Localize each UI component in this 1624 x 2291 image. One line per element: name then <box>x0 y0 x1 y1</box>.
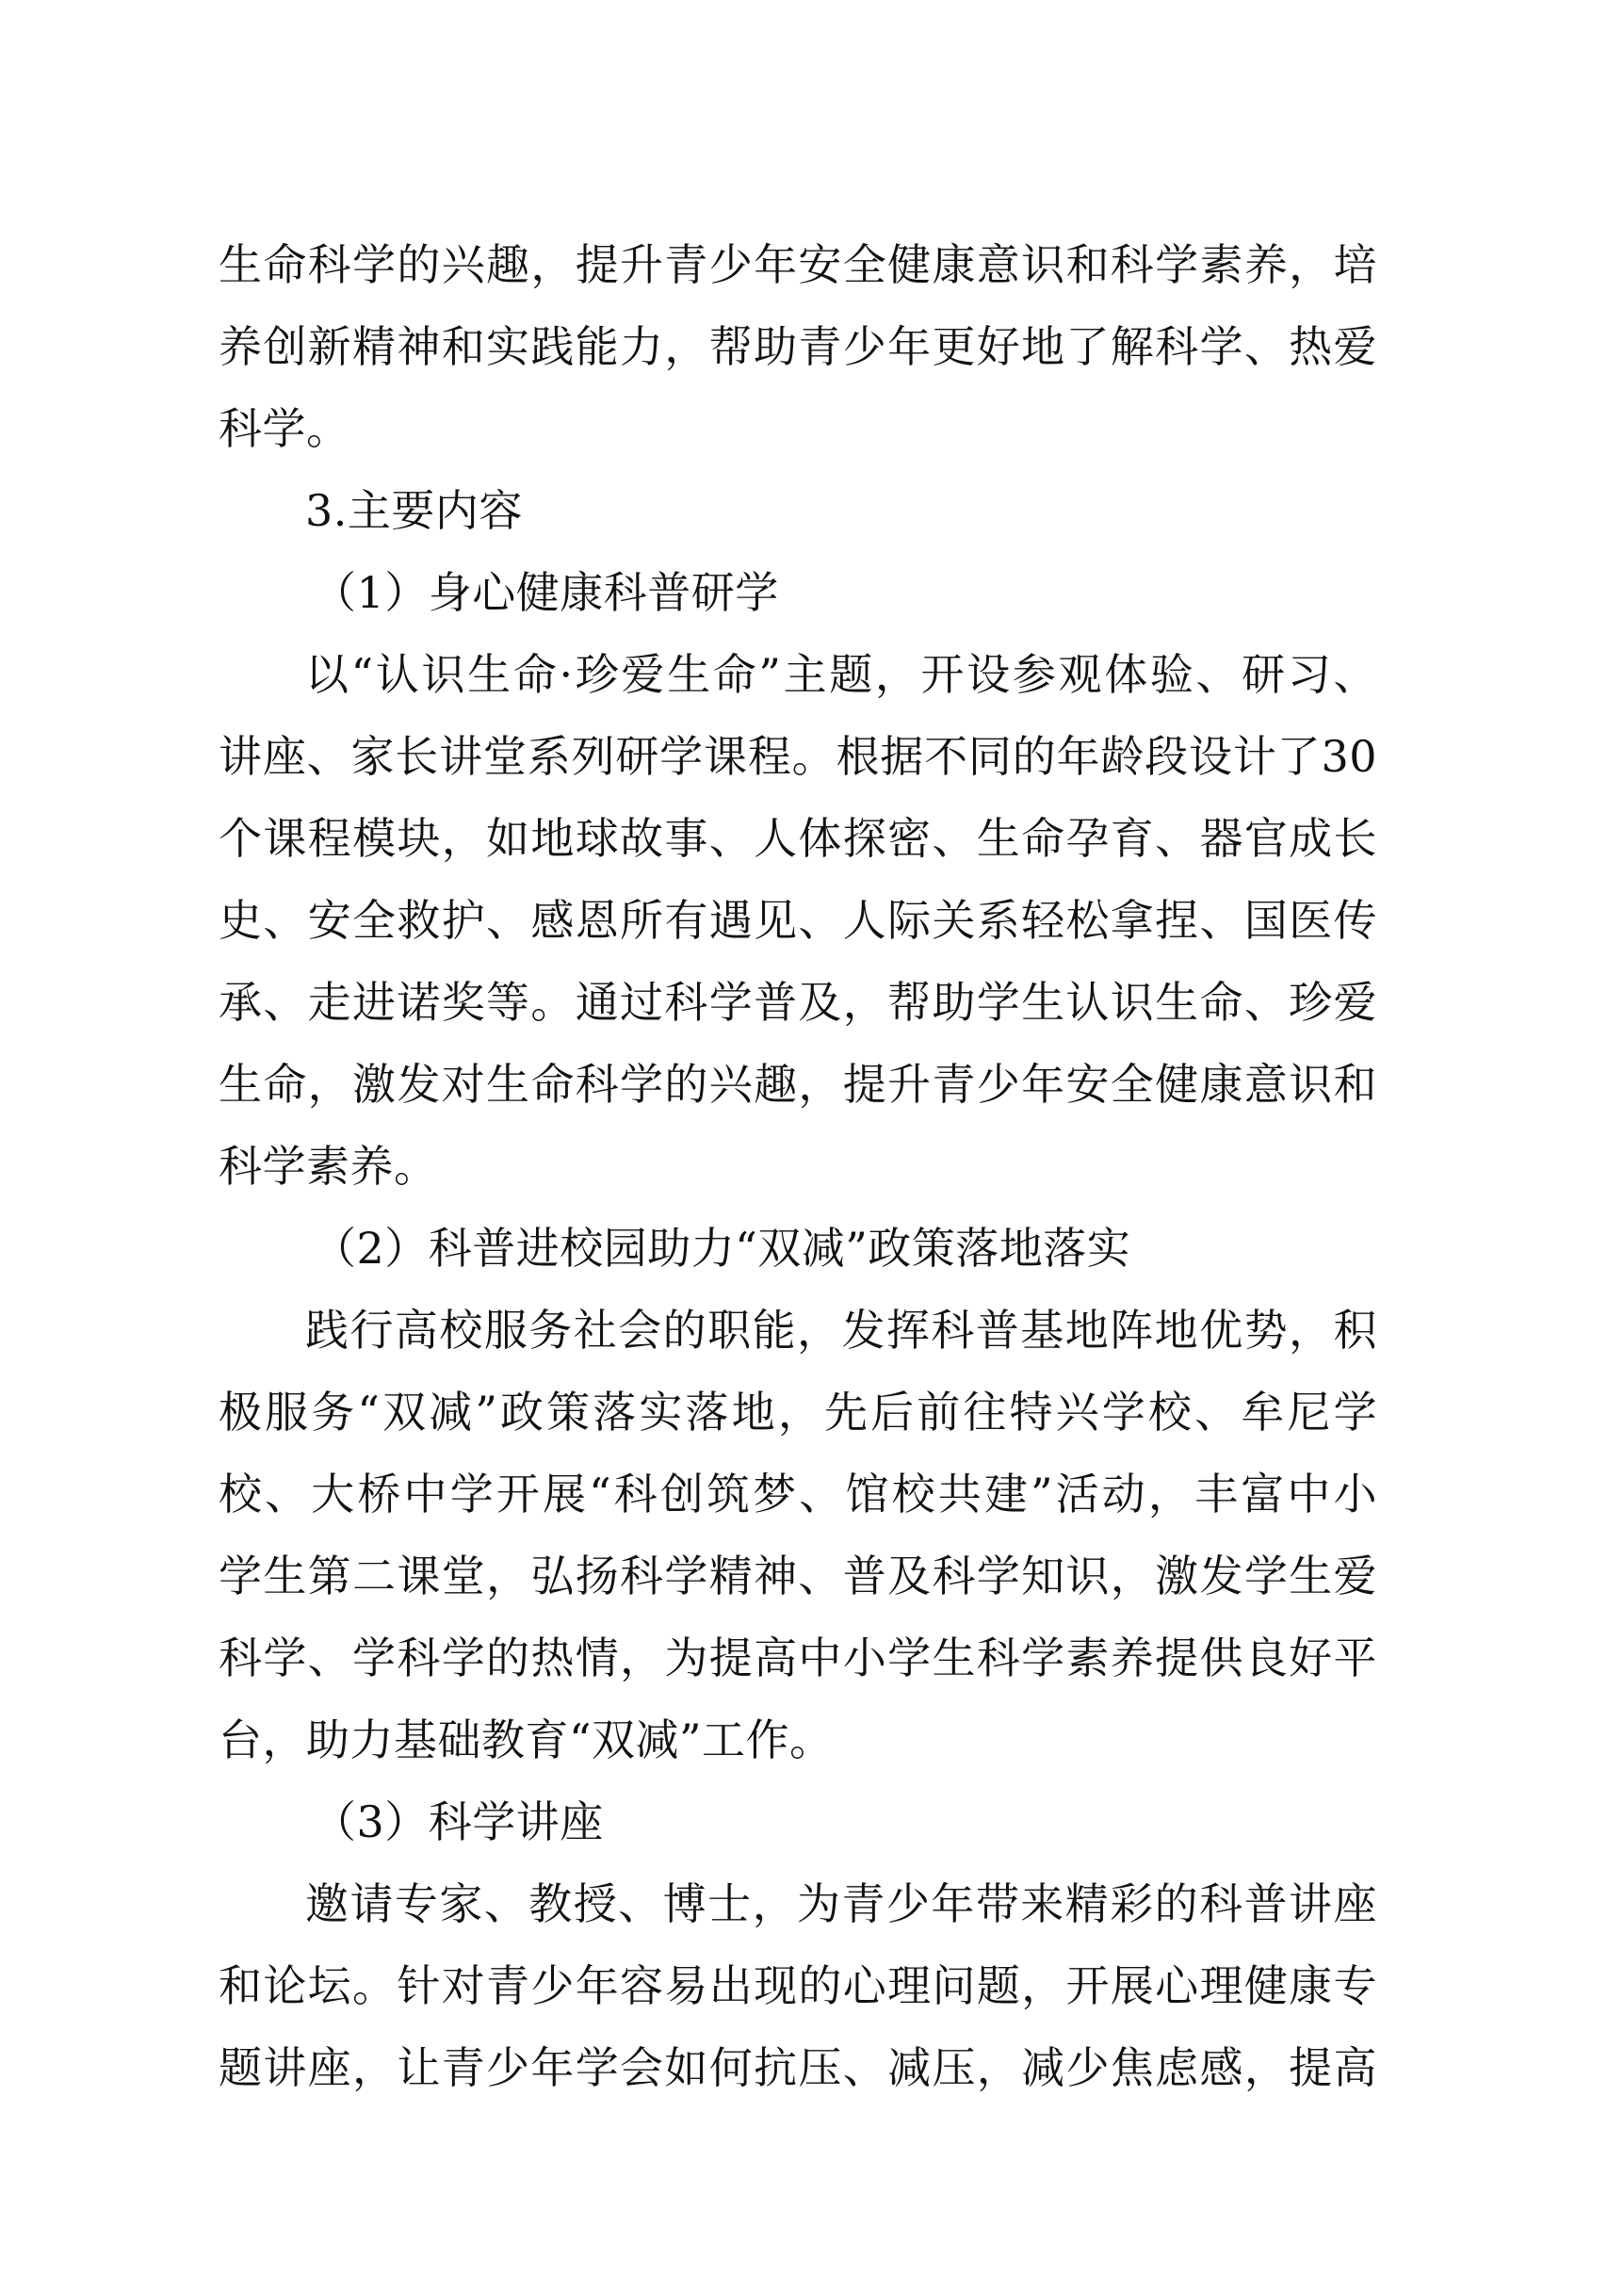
paragraph-line: 个课程模块，如地球故事、人体探密、生命孕育、器官成长 <box>219 813 1377 864</box>
paragraph-line: 极服务“双减”政策落实落地，先后前往特兴学校、牟尼学 <box>219 1387 1377 1438</box>
paragraph-line: 承、走进诺奖等。通过科学普及，帮助学生认识生命、珍爱 <box>219 977 1377 1028</box>
paragraph-line: 讲座、家长讲堂系列研学课程。根据不同的年龄段设计了30 <box>219 731 1377 782</box>
paragraph-line: 以“认识生命·珍爱生命”主题，开设参观体验、研习、 <box>305 649 1377 700</box>
paragraph-line: 科学、学科学的热情，为提高中小学生科学素养提供良好平 <box>219 1633 1377 1683</box>
paragraph-line: 践行高校服务社会的职能，发挥科普基地阵地优势，积 <box>305 1305 1377 1356</box>
section-heading: 3.主要内容 <box>305 485 523 536</box>
paragraph-line: 科学素养。 <box>219 1141 438 1192</box>
paragraph-line: 题讲座，让青少年学会如何抗压、减压，减少焦虑感，提高 <box>219 2042 1377 2093</box>
subsection-heading: （2）科普进校园助力“双减”政策落地落实 <box>313 1223 1131 1274</box>
paragraph-line: 生命科学的兴趣，提升青少年安全健康意识和科学素养，培 <box>219 239 1377 290</box>
paragraph-line: 邀请专家、教授、博士，为青少年带来精彩的科普讲座 <box>305 1878 1377 1929</box>
paragraph-line: 科学。 <box>219 403 350 454</box>
subsection-heading: （3）科学讲座 <box>313 1796 604 1847</box>
paragraph-line: 史、安全救护、感恩所有遇见、人际关系轻松拿捏、国医传 <box>219 895 1377 946</box>
subsection-heading: （1）身心健康科普研学 <box>313 567 779 618</box>
paragraph-line: 校、大桥中学开展“科创筑梦、馆校共建”活动，丰富中小 <box>219 1469 1377 1519</box>
paragraph-line: 生命，激发对生命科学的兴趣，提升青少年安全健康意识和 <box>219 1059 1377 1110</box>
paragraph-line: 养创新精神和实践能力，帮助青少年更好地了解科学、热爱 <box>219 321 1377 372</box>
paragraph-line: 和论坛。针对青少年容易出现的心理问题，开展心理健康专 <box>219 1960 1377 2011</box>
document-body <box>219 224 1377 2109</box>
paragraph-line: 学生第二课堂，弘扬科学精神、普及科学知识，激发学生爱 <box>219 1551 1377 1601</box>
paragraph-line: 台，助力基础教育“双减”工作。 <box>219 1714 834 1765</box>
